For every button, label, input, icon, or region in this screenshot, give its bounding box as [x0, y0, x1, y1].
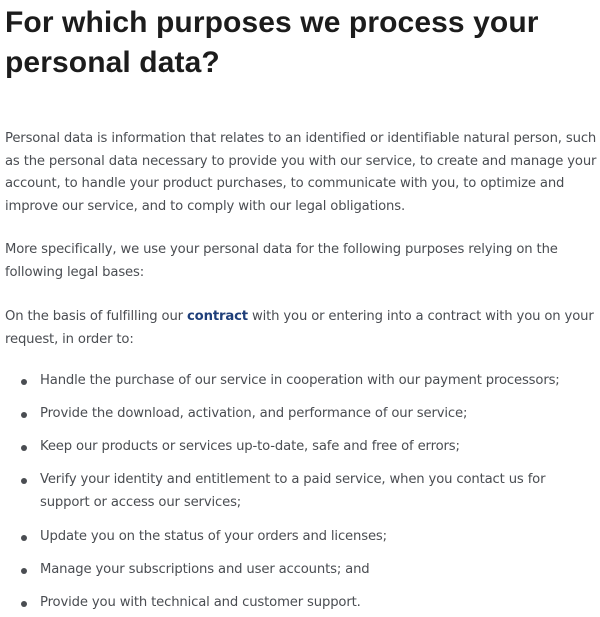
bullet-dot — [21, 445, 27, 451]
list-item — [0, 526, 580, 549]
contract-paragraph — [5, 306, 597, 351]
list-item — [0, 469, 580, 514]
contract-paragraph-tail: with you or entering into a contract with you on your request, in order to: — [5, 309, 594, 347]
list-item-text: Manage your subscriptions and user accounts; and — [40, 562, 370, 577]
bullet-dot — [21, 478, 27, 484]
bullet-dot — [21, 412, 27, 418]
bullet-dot — [21, 601, 27, 607]
bullet-dot — [21, 535, 27, 541]
list-item — [0, 436, 580, 459]
bullet-dot — [21, 568, 27, 574]
section-heading: For which purposes we process your personal data? — [5, 6, 539, 79]
purposes-list — [0, 370, 600, 615]
contract-emphasis: contract — [187, 309, 248, 324]
list-item-text: Verify your identity and entitlement to a paid service, when you contact us for support or access our services; — [40, 472, 546, 510]
list-item — [0, 370, 580, 393]
list-item-text: Handle the purchase of our service in cooperation with our payment processors; — [40, 373, 560, 388]
list-item — [0, 592, 580, 615]
list-item — [0, 559, 580, 582]
list-item-text: Keep our products or services up-to-date, safe and free of errors; — [40, 439, 460, 454]
bullet-dot — [21, 379, 27, 385]
list-item — [0, 403, 580, 426]
list-item-text: Provide the download, activation, and performance of our service; — [40, 406, 468, 421]
contract-paragraph-lead: On the basis of fulfilling our — [5, 309, 187, 324]
intro-paragraph: Personal data is information that relates to an identified or identifiable natural person, such as the personal data necessary to provide you with our service, to create and manage your account, to handle your product purchases, to communicate with you, to optimize and improve our service, and to comply with our legal obligations. — [5, 131, 597, 214]
list-item-text: Provide you with technical and customer support. — [40, 595, 361, 610]
purposes-paragraph: More specifically, we use your personal data for the following purposes relying on the following legal bases: — [5, 242, 558, 280]
list-item-text: Update you on the status of your orders and licenses; — [40, 529, 387, 544]
